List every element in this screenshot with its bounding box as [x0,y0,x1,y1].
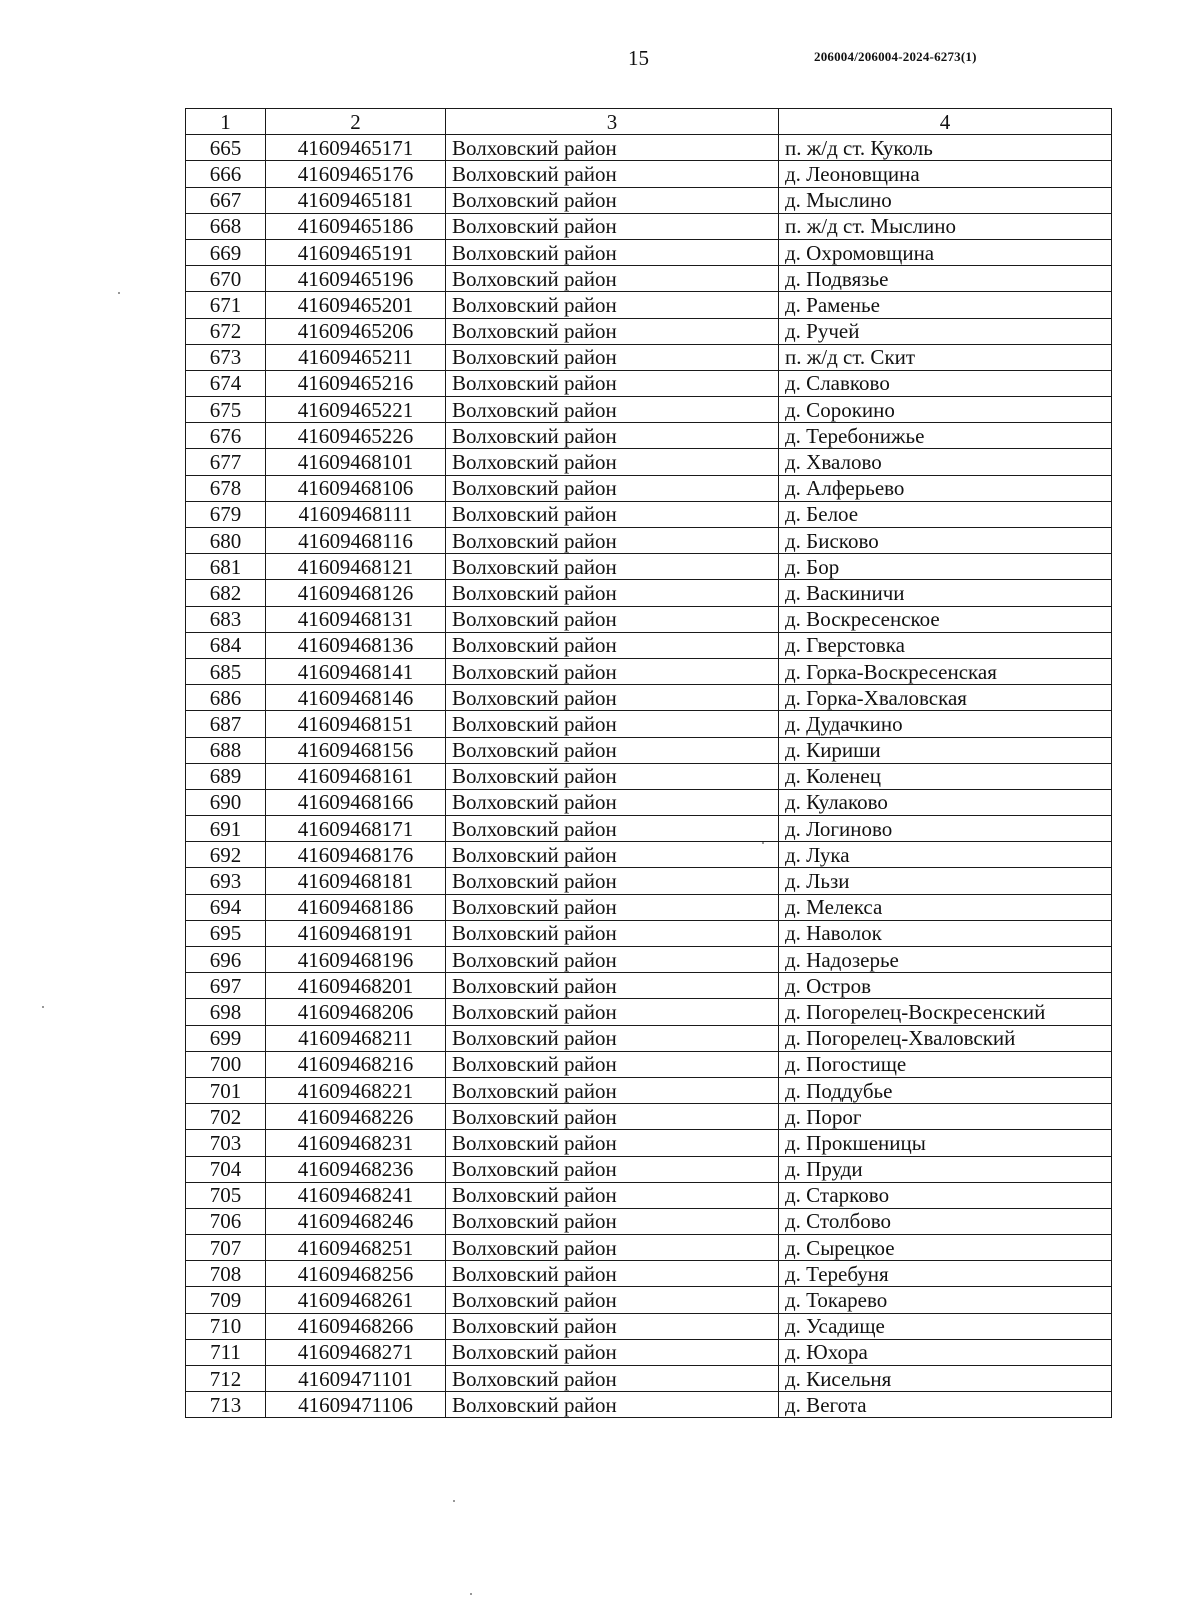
row-number-cell: 671 [186,292,266,318]
table-row [186,789,1112,815]
district-cell: Волховский район [446,737,779,763]
code-cell: 41609468166 [266,789,446,815]
code-cell: 41609468111 [266,501,446,527]
code-cell: 41609468186 [266,894,446,920]
code-cell: 41609468146 [266,685,446,711]
district-cell: Волховский район [446,1025,779,1051]
settlement-cell: д. Порог [779,1104,1112,1130]
district-cell: Волховский район [446,763,779,789]
code-cell: 41609468226 [266,1104,446,1130]
district-cell: Волховский район [446,1235,779,1261]
settlement-cell: д. Теребуня [779,1261,1112,1287]
table-row [186,1339,1112,1365]
row-number-cell: 678 [186,475,266,501]
row-number-cell: 673 [186,344,266,370]
code-cell: 41609465226 [266,423,446,449]
table-row [186,999,1112,1025]
settlement-cell: д. Алферьево [779,475,1112,501]
code-cell: 41609468221 [266,1077,446,1103]
code-cell: 41609465176 [266,161,446,187]
code-cell: 41609465201 [266,292,446,318]
table-row [186,187,1112,213]
settlement-cell: д. Гверстовка [779,632,1112,658]
scan-speck [762,842,764,844]
table-row [186,213,1112,239]
settlement-cell: д. Леоновщина [779,161,1112,187]
table-row [186,711,1112,737]
settlement-cell: д. Подвязье [779,266,1112,292]
row-number-cell: 711 [186,1339,266,1365]
code-cell: 41609468126 [266,580,446,606]
table-row [186,1182,1112,1208]
table-row [186,1104,1112,1130]
row-number-cell: 676 [186,423,266,449]
table-row [186,239,1112,265]
column-header: 3 [446,109,779,135]
district-cell: Волховский район [446,397,779,423]
row-number-cell: 670 [186,266,266,292]
district-cell: Волховский район [446,1130,779,1156]
row-number-cell: 668 [186,213,266,239]
table-row [186,1208,1112,1234]
table-row [186,894,1112,920]
code-cell: 41609468266 [266,1313,446,1339]
table-row [186,397,1112,423]
code-cell: 41609468196 [266,947,446,973]
district-cell: Волховский район [446,920,779,946]
table-row [186,135,1112,161]
row-number-cell: 667 [186,187,266,213]
district-cell: Волховский район [446,973,779,999]
code-cell: 41609468201 [266,973,446,999]
row-number-cell: 689 [186,763,266,789]
district-cell: Волховский район [446,1182,779,1208]
table-row [186,449,1112,475]
settlement-cell: п. ж/д ст. Мыслино [779,213,1112,239]
settlement-cell: д. Кисельня [779,1366,1112,1392]
table-row [186,528,1112,554]
district-cell: Волховский район [446,501,779,527]
district-cell: Волховский район [446,1261,779,1287]
column-header: 4 [779,109,1112,135]
row-number-cell: 712 [186,1366,266,1392]
table-row [186,318,1112,344]
settlement-cell: д. Старково [779,1182,1112,1208]
table-row [186,1077,1112,1103]
district-cell: Волховский район [446,1287,779,1313]
settlement-cell: д. Ручей [779,318,1112,344]
row-number-cell: 682 [186,580,266,606]
settlement-cell: д. Теребонижье [779,423,1112,449]
code-cell: 41609468161 [266,763,446,789]
code-cell: 41609468241 [266,1182,446,1208]
district-cell: Волховский район [446,292,779,318]
settlement-cell: д. Сорокино [779,397,1112,423]
district-cell: Волховский район [446,1104,779,1130]
table-row [186,1025,1112,1051]
code-cell: 41609471106 [266,1392,446,1418]
district-cell: Волховский район [446,187,779,213]
settlement-cell: д. Поддубье [779,1077,1112,1103]
table-row [186,947,1112,973]
settlement-cell: д. Дудачкино [779,711,1112,737]
row-number-cell: 665 [186,135,266,161]
code-cell: 41609468256 [266,1261,446,1287]
table-row [186,1156,1112,1182]
code-cell: 41609468176 [266,842,446,868]
settlement-cell: д. Усадище [779,1313,1112,1339]
district-cell: Волховский район [446,1339,779,1365]
district-cell: Волховский район [446,842,779,868]
row-number-cell: 688 [186,737,266,763]
district-cell: Волховский район [446,449,779,475]
district-cell: Волховский район [446,711,779,737]
settlement-cell: п. ж/д ст. Куколь [779,135,1112,161]
row-number-cell: 679 [186,501,266,527]
code-cell: 41609465186 [266,213,446,239]
district-cell: Волховский район [446,1208,779,1234]
row-number-cell: 691 [186,816,266,842]
table-row [186,973,1112,999]
code-cell: 41609468151 [266,711,446,737]
settlement-cell: д. Льзи [779,868,1112,894]
district-cell: Волховский район [446,239,779,265]
code-cell: 41609468181 [266,868,446,894]
table-row [186,344,1112,370]
table-row [186,1130,1112,1156]
settlement-cell: д. Бисково [779,528,1112,554]
code-cell: 41609468156 [266,737,446,763]
settlement-cell: д. Погорелец-Воскресенский [779,999,1112,1025]
settlement-cell: д. Наволок [779,920,1112,946]
settlement-cell: д. Надозерье [779,947,1112,973]
code-cell: 41609471101 [266,1366,446,1392]
row-number-cell: 684 [186,632,266,658]
district-cell: Волховский район [446,1156,779,1182]
table-row [186,1051,1112,1077]
row-number-cell: 709 [186,1287,266,1313]
code-cell: 41609468246 [266,1208,446,1234]
row-number-cell: 703 [186,1130,266,1156]
settlement-cell: д. Мыслино [779,187,1112,213]
row-number-cell: 699 [186,1025,266,1051]
code-cell: 41609468136 [266,632,446,658]
table-row [186,1287,1112,1313]
table-row [186,1235,1112,1261]
row-number-cell: 674 [186,370,266,396]
row-number-cell: 681 [186,554,266,580]
settlement-cell: д. Коленец [779,763,1112,789]
table-row [186,1313,1112,1339]
district-cell: Волховский район [446,894,779,920]
settlement-cell: д. Кулаково [779,789,1112,815]
settlement-cell: д. Токарево [779,1287,1112,1313]
settlement-cell: д. Горка-Воскресенская [779,658,1112,684]
settlement-cell: п. ж/д ст. Скит [779,344,1112,370]
settlement-cell: д. Остров [779,973,1112,999]
code-cell: 41609468171 [266,816,446,842]
table-row [186,554,1112,580]
code-cell: 41609468251 [266,1235,446,1261]
row-number-cell: 706 [186,1208,266,1234]
table-row [186,920,1112,946]
table-row [186,161,1112,187]
table-row [186,842,1112,868]
row-number-cell: 687 [186,711,266,737]
code-cell: 41609468206 [266,999,446,1025]
table-row [186,737,1112,763]
code-cell: 41609468121 [266,554,446,580]
code-cell: 41609465191 [266,239,446,265]
settlement-cell: д. Юхора [779,1339,1112,1365]
page-number: 15 [628,46,649,70]
district-cell: Волховский район [446,816,779,842]
settlement-cell: д. Воскресенское [779,606,1112,632]
table-body [186,135,1112,1418]
district-cell: Волховский район [446,658,779,684]
code-cell: 41609468101 [266,449,446,475]
row-number-cell: 708 [186,1261,266,1287]
district-cell: Волховский район [446,685,779,711]
district-cell: Волховский район [446,1051,779,1077]
row-number-cell: 672 [186,318,266,344]
settlement-cell: д. Лука [779,842,1112,868]
row-number-cell: 690 [186,789,266,815]
row-number-cell: 697 [186,973,266,999]
district-cell: Волховский район [446,423,779,449]
row-number-cell: 677 [186,449,266,475]
table-row [186,370,1112,396]
row-number-cell: 669 [186,239,266,265]
district-cell: Волховский район [446,161,779,187]
table-row [186,1392,1112,1418]
row-number-cell: 710 [186,1313,266,1339]
scan-speck [42,1006,44,1008]
code-cell: 41609465171 [266,135,446,161]
scan-speck [118,292,120,294]
district-cell: Волховский район [446,789,779,815]
settlement-cell: д. Раменье [779,292,1112,318]
code-cell: 41609468116 [266,528,446,554]
table-row [186,266,1112,292]
settlement-cell: д. Белое [779,501,1112,527]
table-row [186,1366,1112,1392]
table-row [186,658,1112,684]
row-number-cell: 695 [186,920,266,946]
settlement-cell: д. Вегота [779,1392,1112,1418]
row-number-cell: 694 [186,894,266,920]
table-row [186,423,1112,449]
code-cell: 41609465196 [266,266,446,292]
district-cell: Волховский район [446,266,779,292]
settlement-cell: д. Славково [779,370,1112,396]
row-number-cell: 686 [186,685,266,711]
code-cell: 41609468141 [266,658,446,684]
row-number-cell: 680 [186,528,266,554]
code-cell: 41609465221 [266,397,446,423]
district-cell: Волховский район [446,606,779,632]
district-cell: Волховский район [446,947,779,973]
settlement-cell: д. Кириши [779,737,1112,763]
row-number-cell: 666 [186,161,266,187]
row-number-cell: 683 [186,606,266,632]
code-cell: 41609468216 [266,1051,446,1077]
document-id: 206004/206004-2024-6273(1) [814,49,977,64]
district-cell: Волховский район [446,370,779,396]
row-number-cell: 702 [186,1104,266,1130]
district-cell: Волховский район [446,135,779,161]
code-cell: 41609465211 [266,344,446,370]
code-cell: 41609468271 [266,1339,446,1365]
settlement-cell: д. Погорелец-Хваловский [779,1025,1112,1051]
code-cell: 41609468211 [266,1025,446,1051]
code-cell: 41609468191 [266,920,446,946]
settlement-cell: д. Бор [779,554,1112,580]
row-number-cell: 692 [186,842,266,868]
table-row [186,1261,1112,1287]
district-cell: Волховский район [446,632,779,658]
district-cell: Волховский район [446,554,779,580]
settlements-table [185,108,1112,1418]
scan-speck [470,1593,472,1595]
row-number-cell: 704 [186,1156,266,1182]
table-row [186,763,1112,789]
settlement-cell: д. Погостище [779,1051,1112,1077]
row-number-cell: 696 [186,947,266,973]
district-cell: Волховский район [446,868,779,894]
district-cell: Волховский район [446,1313,779,1339]
district-cell: Волховский район [446,580,779,606]
district-cell: Волховский район [446,528,779,554]
table-row [186,868,1112,894]
code-cell: 41609468236 [266,1156,446,1182]
code-cell: 41609468261 [266,1287,446,1313]
table-row [186,501,1112,527]
scan-speck [453,1500,455,1502]
column-header: 2 [266,109,446,135]
code-cell: 41609465216 [266,370,446,396]
table-header-row [186,109,1112,135]
district-cell: Волховский район [446,1077,779,1103]
table-row [186,632,1112,658]
code-cell: 41609468106 [266,475,446,501]
row-number-cell: 693 [186,868,266,894]
settlement-cell: д. Горка-Хваловская [779,685,1112,711]
settlement-cell: д. Прокшеницы [779,1130,1112,1156]
district-cell: Волховский район [446,344,779,370]
table-row [186,816,1112,842]
row-number-cell: 700 [186,1051,266,1077]
district-cell: Волховский район [446,213,779,239]
district-cell: Волховский район [446,318,779,344]
code-cell: 41609465181 [266,187,446,213]
row-number-cell: 701 [186,1077,266,1103]
settlement-cell: д. Пруди [779,1156,1112,1182]
settlement-cell: д. Хвалово [779,449,1112,475]
row-number-cell: 675 [186,397,266,423]
settlement-cell: д. Васкиничи [779,580,1112,606]
table-row [186,475,1112,501]
code-cell: 41609468231 [266,1130,446,1156]
code-cell: 41609465206 [266,318,446,344]
row-number-cell: 685 [186,658,266,684]
district-cell: Волховский район [446,1392,779,1418]
row-number-cell: 713 [186,1392,266,1418]
row-number-cell: 705 [186,1182,266,1208]
row-number-cell: 698 [186,999,266,1025]
district-cell: Волховский район [446,1366,779,1392]
settlement-cell: д. Логиново [779,816,1112,842]
settlement-cell: д. Столбово [779,1208,1112,1234]
table-row [186,606,1112,632]
settlement-cell: д. Мелекса [779,894,1112,920]
district-cell: Волховский район [446,999,779,1025]
settlement-cell: д. Сырецкое [779,1235,1112,1261]
table-row [186,292,1112,318]
table-row [186,580,1112,606]
table-row [186,685,1112,711]
row-number-cell: 707 [186,1235,266,1261]
code-cell: 41609468131 [266,606,446,632]
column-header: 1 [186,109,266,135]
settlement-cell: д. Охромовщина [779,239,1112,265]
district-cell: Волховский район [446,475,779,501]
